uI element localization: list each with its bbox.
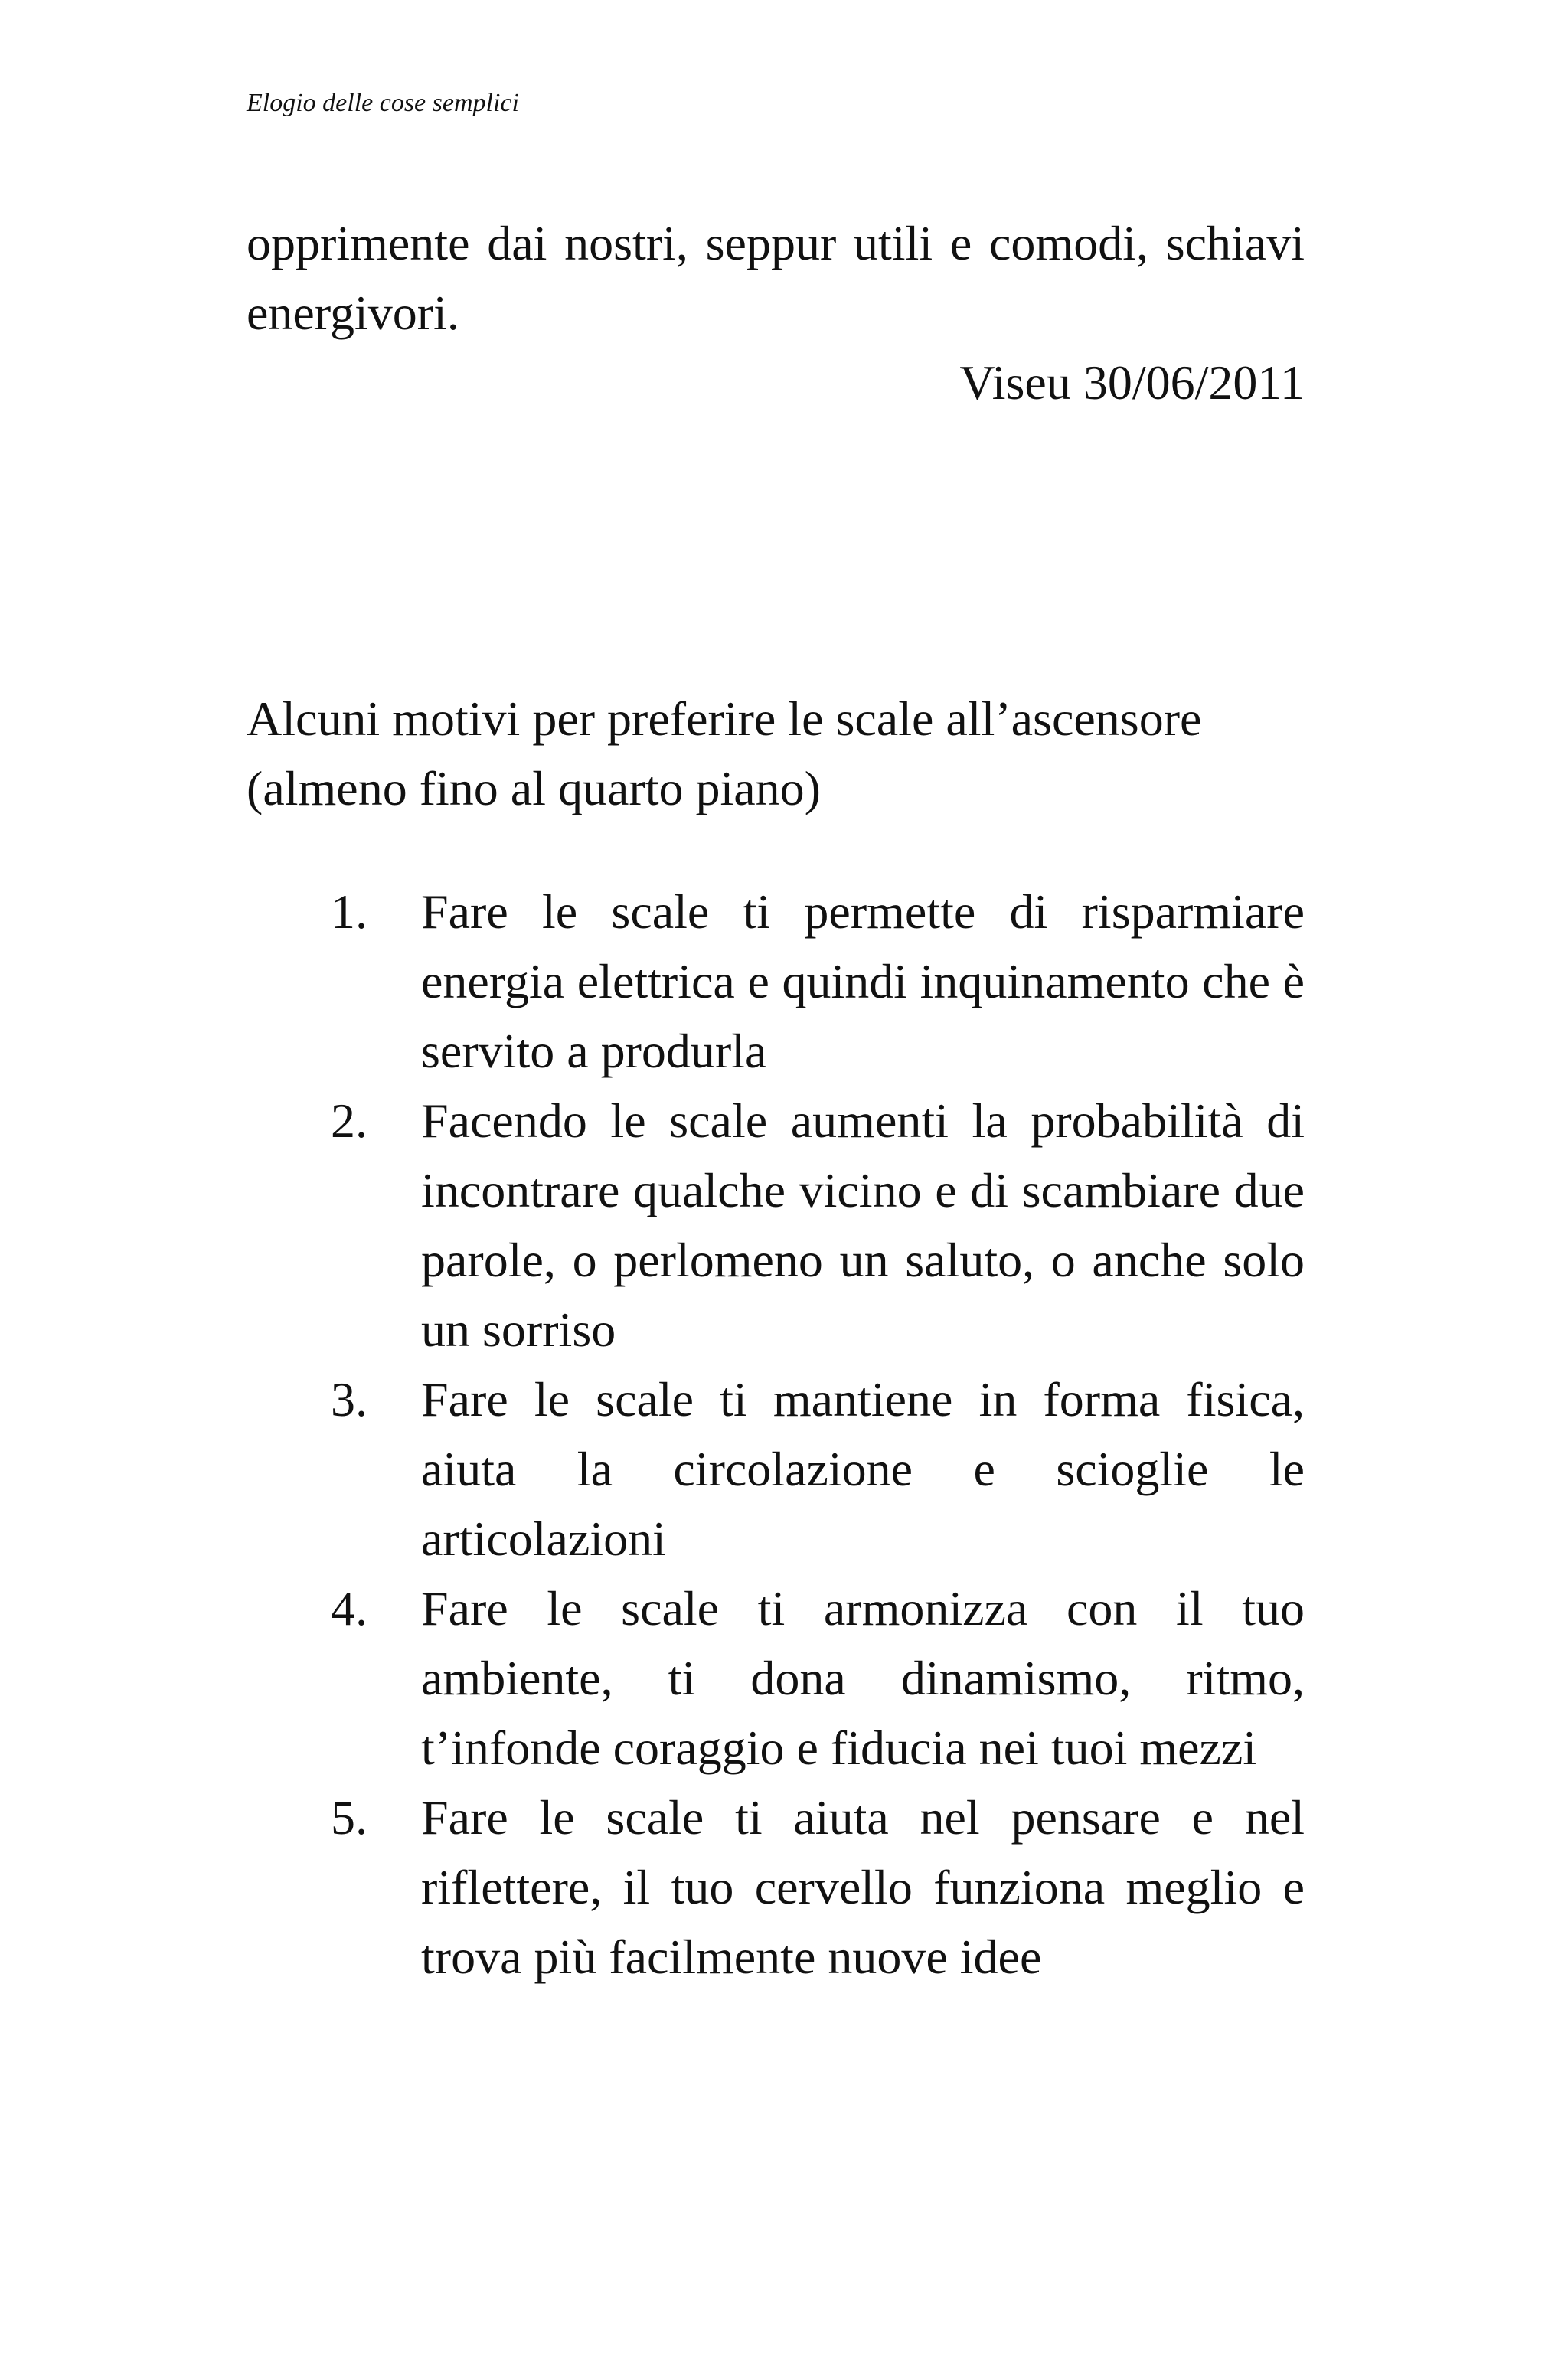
- list-item: [247, 1086, 1305, 1364]
- list-item: [247, 1364, 1305, 1574]
- list-item-text: Fare le scale ti armonizza con il tuo ambiente, ti dona dinamismo, ritmo, t’infonde coraggio e fiducia nei tuoi mezzi: [421, 1581, 1305, 1775]
- place-date: Viseu 30/06/2011: [959, 355, 1305, 410]
- list-item: [247, 1783, 1305, 1992]
- list-item: [247, 1574, 1305, 1783]
- list-item-number: 1.: [331, 884, 368, 939]
- list-item-number: 3.: [331, 1372, 368, 1426]
- list-item-number: 2.: [331, 1093, 368, 1148]
- list-item-text: Fare le scale ti permette di risparmiare energia elettrica e quindi inquinamento che è servito a produrla: [421, 884, 1305, 1078]
- list-item: [247, 877, 1305, 1086]
- reasons-list: [247, 877, 1305, 1992]
- list-item-text: Fare le scale ti aiuta nel pensare e nel riflettere, il tuo cervello funziona meglio e trova più facilmente nuove idee: [421, 1790, 1305, 1984]
- list-item-text: Fare le scale ti mantiene in forma fisica, aiuta la circolazione e scioglie le articolazioni: [421, 1372, 1305, 1566]
- list-item-number: 5.: [331, 1790, 368, 1845]
- running-header: Elogio delle cose semplici: [247, 89, 519, 117]
- continuation-paragraph: opprimente dai nostri, seppur utili e comodi, schiavi energivori.: [247, 216, 1305, 340]
- list-item-number: 4.: [331, 1581, 368, 1636]
- section-title: Alcuni motivi per preferire le scale all’ascensore (almeno fino al quarto piano): [247, 691, 1202, 815]
- list-item-text: Facendo le scale aumenti la probabilità di incontrare qualche vicino e di scambiare due parole, o perlomeno un saluto, o anche solo un sorriso: [421, 1093, 1305, 1357]
- page-body: [247, 208, 1305, 1992]
